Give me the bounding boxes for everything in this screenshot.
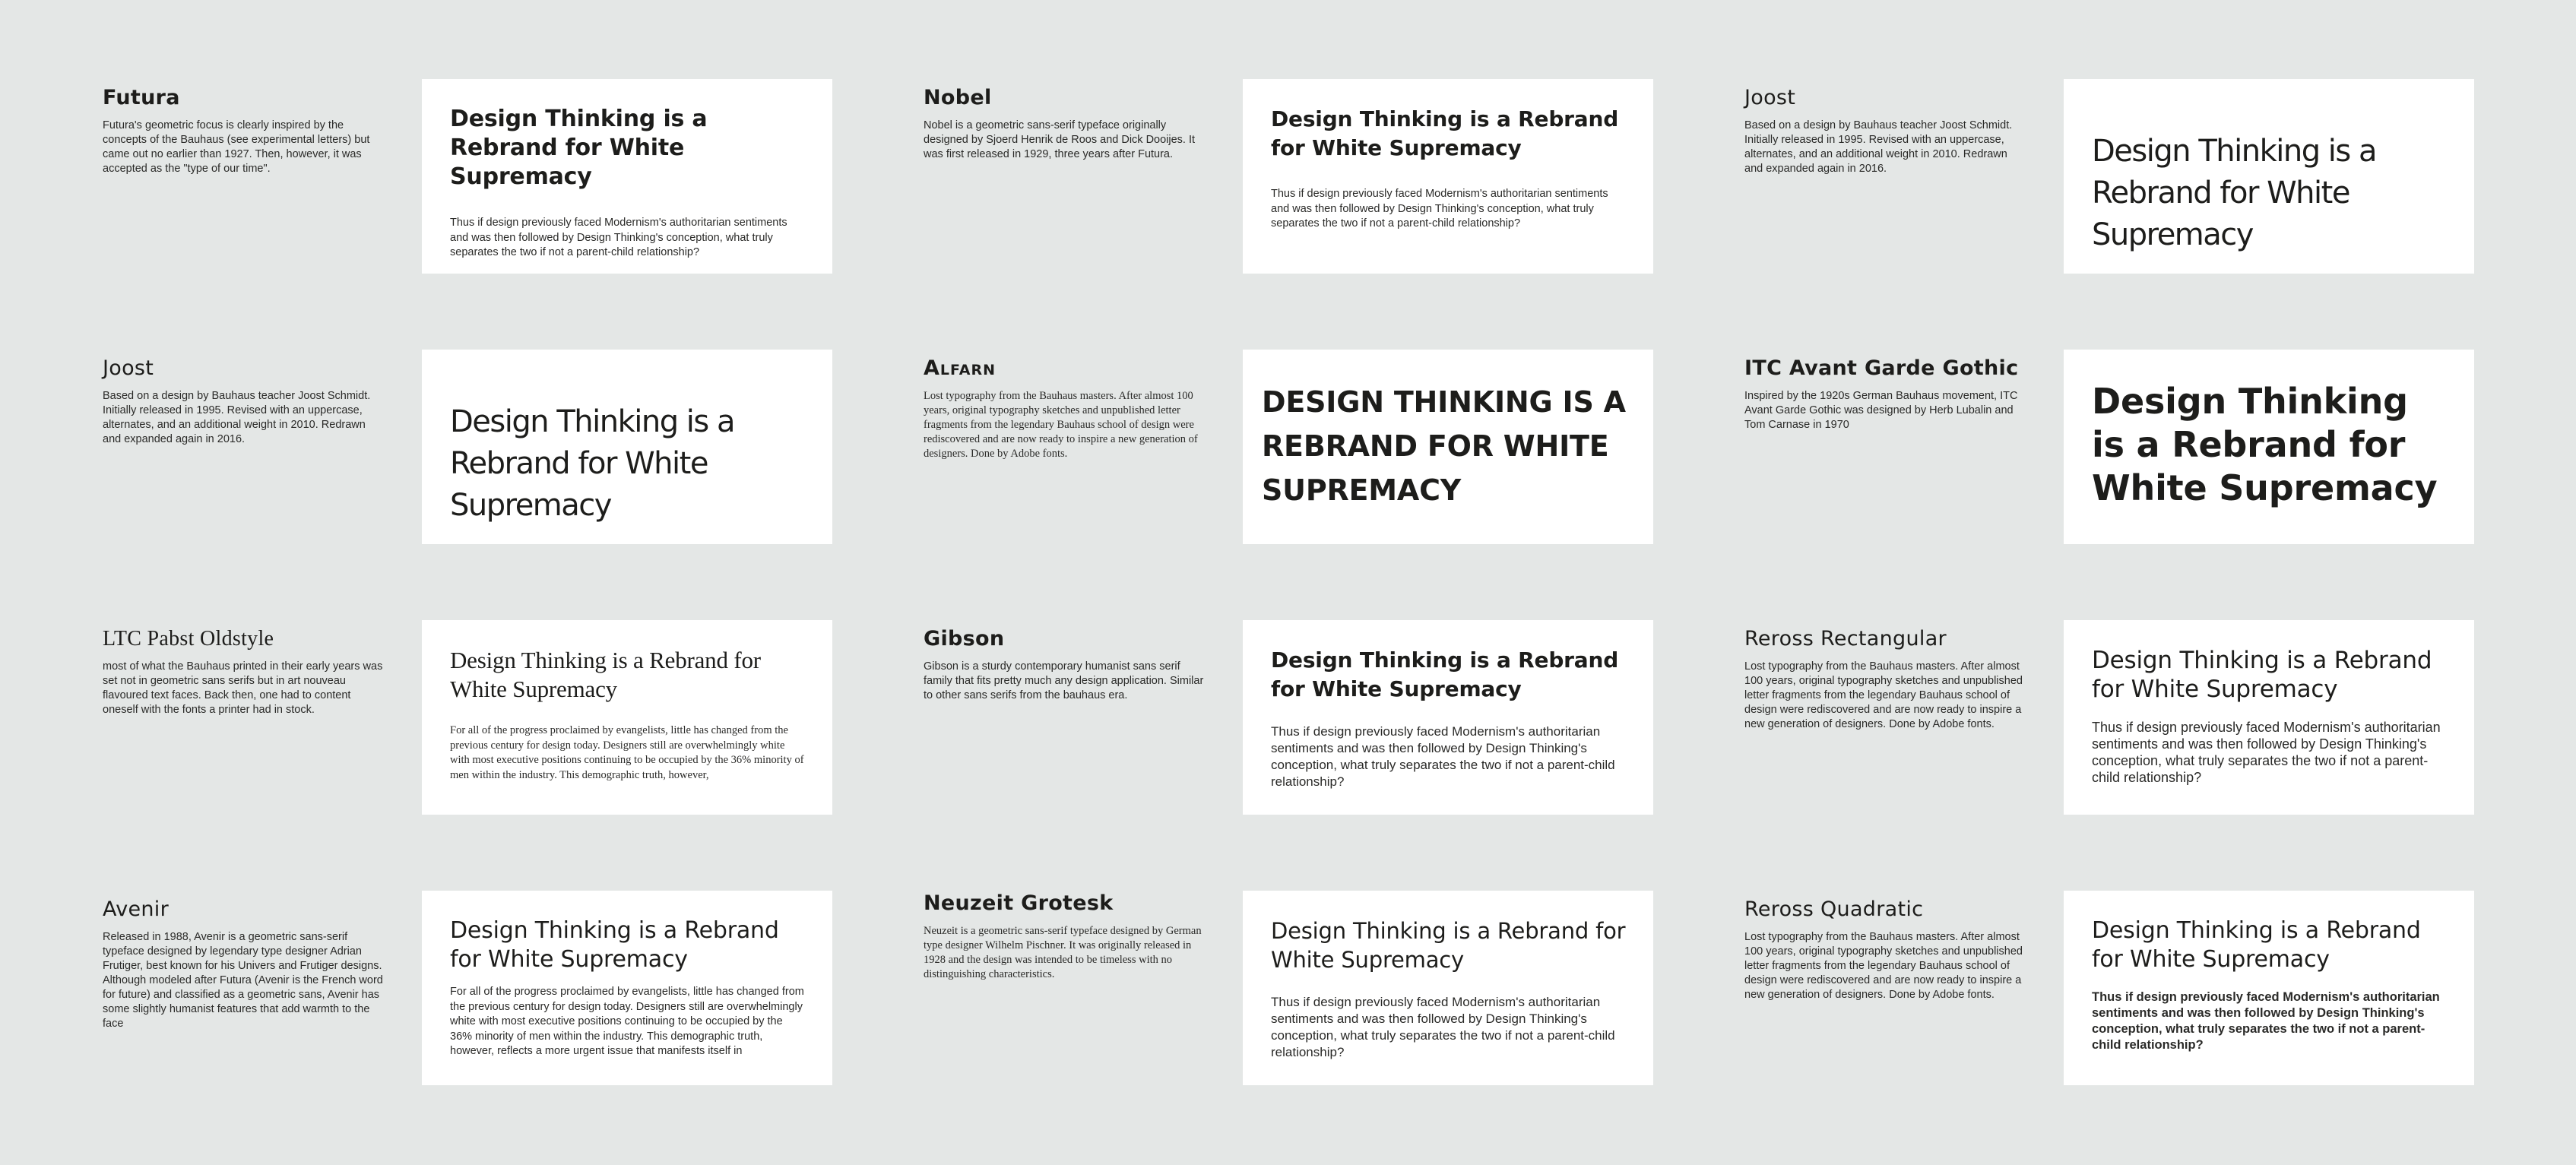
font-name: Reross Rectangular [1744, 627, 1947, 651]
font-info-nobel [924, 85, 1205, 162]
font-info-futura [103, 85, 384, 176]
specimen-title: Design Thinking is a Rebrand for White Supremacy [2092, 381, 2438, 508]
font-description: Gibson is a sturdy contemporary humanist sans serif family that fits pretty much any design application. Similar to other sans serifs from the bauhaus era. [924, 660, 1204, 701]
font-description: most of what the Bauhaus printed in their early years was set not in geometric sans serifs but in art nouveau flavoured text faces. Back then, one had to content oneself with the fonts a printer had in stock. [103, 660, 383, 716]
font-description: Based on a design by Bauhaus teacher Joost Schmidt. Initially released in 1995. Revised with an uppercase, alternates, and an additional weight in 2010. Redrawn and expanded again in 2016. [1744, 119, 2013, 175]
font-info-alfarn [924, 356, 1205, 461]
font-info-joost [1744, 85, 2026, 176]
font-info-neuzeit-grotesk [924, 891, 1205, 982]
specimen-card-gibson [1243, 620, 1653, 815]
specimen-body: Thus if design previously faced Modernism's authoritarian sentiments and was then followed by Design Thinking's conception, what truly separates the two if not a parent-child relationship? [450, 217, 787, 258]
font-name: Gibson [924, 627, 1005, 651]
specimen-card-joost [2064, 79, 2474, 274]
specimen-card-reross-rectangular [2064, 620, 2474, 815]
font-info-reross-quadratic [1744, 897, 2026, 1002]
specimen-body: Thus if design previously faced Modernism's authoritarian sentiments and was then followed by Design Thinking's conception, what truly separates the two if not a parent-child relationship? [1271, 995, 1615, 1059]
specimen-title: Design Thinking is a Rebrand for White Supremacy [1271, 106, 1619, 160]
specimen-card-ltc-pabst-oldstyle [422, 620, 832, 815]
font-description: Based on a design by Bauhaus teacher Joost Schmidt. Initially released in 1995. Revised with an uppercase, alternates, and an additional weight in 2010. Redrawn and expanded again in 2016. [103, 390, 371, 445]
specimen-body: For all of the progress proclaimed by evangelists, little has changed from the previous century for design today. Designers still are overwhelmingly white with most executive positions continuing to be occupied by the 36% minority of men within the industry. This demographic truth, however, [450, 724, 804, 781]
specimen-title: Design Thinking is a Rebrand for White Supremacy [1271, 918, 1626, 973]
font-name: Joost [103, 356, 154, 380]
font-name: Avenir [103, 897, 169, 921]
font-description: Inspired by the 1920s German Bauhaus movement, ITC Avant Garde Gothic was designed by Herb Lubalin and Tom Carnase in 1970 [1744, 390, 2018, 431]
font-name: ITC Avant Garde Gothic [1744, 356, 2019, 380]
specimen-card-itc-avant-garde-gothic [2064, 350, 2474, 544]
font-name: Reross Quadratic [1744, 897, 1924, 921]
specimen-title: Design Thinking is a Rebrand for White Supremacy [2092, 917, 2421, 973]
specimen-title: Design Thinking is a Rebrand for White Supremacy [1271, 647, 1619, 701]
specimen-title: Design Thinking is a Rebrand for White Supremacy [2092, 134, 2376, 252]
font-description: Lost typography from the Bauhaus masters. After almost 100 years, original typography sketches and unpublished letter fragments from the legendary Bauhaus school of design were rediscovered and are now ready to inspire a new generation of designers. Done by Adobe fonts. [1744, 660, 2023, 730]
specimen-card-joost-2 [422, 350, 832, 544]
specimen-title: Design Thinking is a Rebrand for White Supremacy [2092, 647, 2432, 703]
specimen-card-reross-quadratic [2064, 891, 2474, 1085]
specimen-title: Design Thinking is a Rebrand for White Supremacy [450, 647, 761, 702]
font-name: LTC Pabst Oldstyle [103, 627, 274, 651]
font-description: Released in 1988, Avenir is a geometric sans-serif typeface designed by legendary type designer Adrian Frutiger, best known for his Univers and Frutiger designs. Although modeled after Futura (Avenir is the French word for future) and classified as a geometric sans, Avenir has some slightly humanist features that add warmth to the face [103, 931, 383, 1030]
specimen-card-alfarn [1243, 350, 1653, 544]
specimen-body: Thus if design previously faced Modernism's authoritarian sentiments and was then followed by Design Thinking's conception, what truly separates the two if not a parent-child relationship? [2092, 990, 2440, 1052]
font-description: Lost typography from the Bauhaus masters. After almost 100 years, original typography sketches and unpublished letter fragments from the legendary Bauhaus school of design were rediscovered and are now ready to inspire a new generation of designers. Done by Adobe fonts. [1744, 931, 2023, 1001]
font-info-reross-rectangular [1744, 626, 2026, 732]
font-name: Alfarn [924, 356, 996, 380]
font-info-avenir [103, 897, 384, 1031]
font-info-ltc-pabst-oldstyle [103, 626, 384, 717]
specimen-card-neuzeit-grotesk [1243, 891, 1653, 1085]
specimen-card-futura [422, 79, 832, 274]
font-description: Lost typography from the Bauhaus masters. After almost 100 years, original typography sketches and unpublished letter fragments from the legendary Bauhaus school of design were rediscovered and are now ready to inspire a new generation of designers. Done by Adobe fonts. [924, 390, 1198, 460]
font-description: Nobel is a geometric sans-serif typeface originally designed by Sjoerd Henrik de Roos and Dick Dooijes. It was first released in 1929, three years after Futura. [924, 119, 1196, 160]
font-name: Futura [103, 86, 180, 109]
font-description: Futura's geometric focus is clearly inspired by the concepts of the Bauhaus (see experimental letters) but came out no earlier than 1927. Then, however, it was accepted as the "type of our time". [103, 119, 370, 175]
font-name: Joost [1744, 86, 1796, 109]
specimen-title: Design Thinking is a Rebrand for White Supremacy [450, 917, 779, 973]
specimen-body: Thus if design previously faced Modernism's authoritarian sentiments and was then followed by Design Thinking's conception, what truly separates the two if not a parent-child relationship? [2092, 720, 2441, 785]
font-info-itc-avant-garde-gothic [1744, 356, 2026, 432]
specimen-title: Design Thinking is a Rebrand for White Supremacy [450, 106, 708, 190]
font-name: Nobel [924, 86, 992, 109]
specimen-title: Design Thinking is a Rebrand for White Supremacy [450, 404, 734, 523]
specimen-title: DESIGN THINKING IS A REBRAND FOR WHITE SUPREMACY [1262, 385, 1626, 507]
font-name: Neuzeit Grotesk [924, 891, 1114, 915]
font-description: Neuzeit is a geometric sans-serif typeface designed by German type designer Wilhelm Pischner. It was originally released in 1928 and the design was intended to be timeless with no distinguishing characteristics. [924, 925, 1202, 980]
specimen-card-avenir [422, 891, 832, 1085]
specimen-body: For all of the progress proclaimed by evangelists, little has changed from the previous century for design today. Designers still are overwhelmingly white with most executive positions continuing to be occupied by the 36% minority of men within the industry. This demographic truth, however, reflects a more urgent issue that manifests itself in [450, 986, 804, 1057]
specimen-body: Thus if design previously faced Modernism's authoritarian sentiments and was then followed by Design Thinking's conception, what truly separates the two if not a parent-child relationship? [1271, 724, 1615, 789]
font-info-joost-2 [103, 356, 384, 447]
font-info-gibson [924, 626, 1205, 703]
specimen-card-nobel [1243, 79, 1653, 274]
specimen-body: Thus if design previously faced Modernism's authoritarian sentiments and was then followed by Design Thinking's conception, what truly separates the two if not a parent-child relationship? [1271, 188, 1608, 230]
